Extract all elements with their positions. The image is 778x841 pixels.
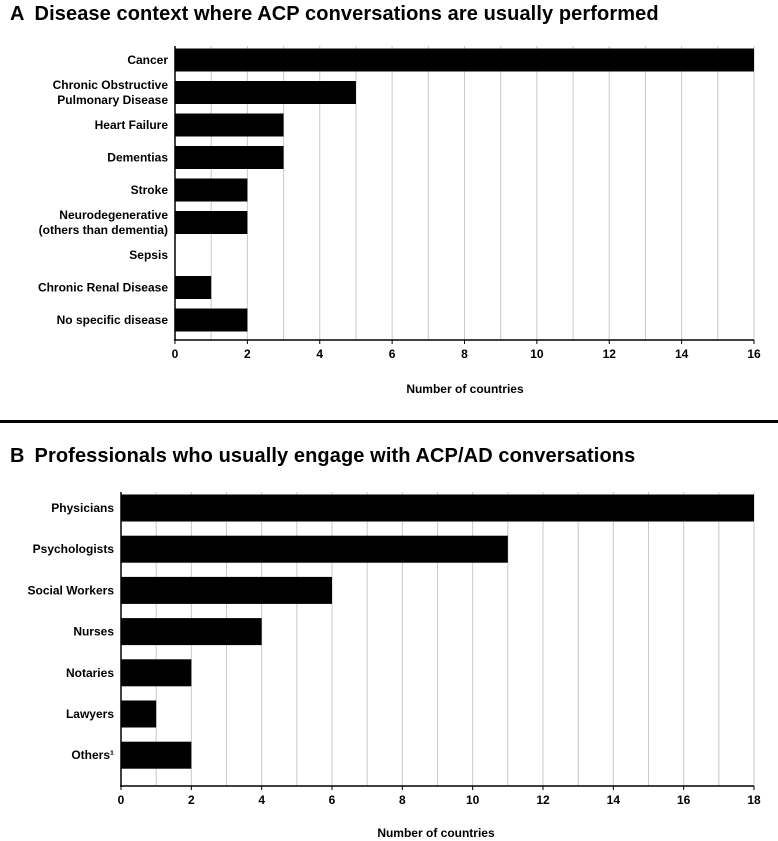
chart-a-x-tick-label: 10 <box>530 347 544 361</box>
chart-b-bar <box>121 495 754 522</box>
chart-a-x-tick-label: 8 <box>461 347 468 361</box>
chart-a-category-label: No specific disease <box>56 313 168 327</box>
chart-b-category-label: Nurses <box>73 624 114 639</box>
panel-a-letter: A <box>10 3 25 25</box>
chart-b-x-tick-label: 4 <box>258 793 266 807</box>
chart-a-x-tick-label: 14 <box>674 347 689 361</box>
chart-b-x-tick-label: 8 <box>398 793 406 807</box>
chart-b-bar <box>121 536 508 563</box>
chart-a-category-label: Sepsis <box>129 248 168 262</box>
chart-b-category-label: Psychologists <box>32 542 114 557</box>
chart-a-x-tick-label: 6 <box>388 347 396 361</box>
chart-a-category-label: Dementias <box>107 150 168 165</box>
panel-b-title-text: Professionals who usually engage with ACP/AD conversations <box>34 445 636 467</box>
chart-a-category-label: Heart Failure <box>94 118 168 132</box>
chart-a-category-label: Chronic Renal Disease <box>37 280 168 295</box>
chart-b-x-tick-label: 14 <box>606 793 621 807</box>
chart-b-bar <box>121 577 332 604</box>
chart-b-category-label: Physicians <box>51 501 114 515</box>
chart-b-category-label: Others¹ <box>71 748 114 763</box>
chart-b-x-axis-label: Number of countries <box>377 826 495 840</box>
chart-b-x-tick-label: 10 <box>465 793 480 807</box>
chart-b-category-label: Social Workers <box>27 583 114 598</box>
chart-b-bar <box>121 701 156 728</box>
chart-a-category-label: Stroke <box>130 183 168 197</box>
chart-a-category-label: Neurodegenerative (others than dementia) <box>38 208 168 237</box>
panel-b-letter: B <box>10 445 25 467</box>
chart-b-x-tick-label: 2 <box>187 793 195 807</box>
chart-b-bar <box>121 742 191 769</box>
chart-b-bar <box>121 618 262 645</box>
chart-a-x-tick-label: 2 <box>244 347 251 361</box>
chart-a-x-tick-label: 4 <box>316 347 324 361</box>
chart-b-x-tick-label: 16 <box>676 793 691 807</box>
panel-a-title-text: Disease context where ACP conversations are usually performed <box>34 3 659 25</box>
chart-b-x-tick-label: 0 <box>117 793 125 807</box>
chart-a-x-tick-label: 12 <box>602 347 616 361</box>
chart-b-category-label: Notaries <box>65 665 114 680</box>
chart-b-x-tick-label: 12 <box>536 793 550 807</box>
chart-a-category-label: Cancer <box>127 53 168 67</box>
chart-b-bar <box>121 659 191 686</box>
chart-b-x-tick-label: 18 <box>747 793 761 807</box>
chart-a-x-axis-label: Number of countries <box>406 382 524 396</box>
chart-b-x-tick-label: 6 <box>328 793 336 807</box>
chart-b-category-label: Lawyers <box>65 707 114 721</box>
chart-a-x-tick-label: 16 <box>747 347 761 361</box>
chart-a-category-label: Chronic Obstructive Pulmonary Disease <box>52 78 168 107</box>
chart-a-x-tick-label: 0 <box>171 347 179 361</box>
